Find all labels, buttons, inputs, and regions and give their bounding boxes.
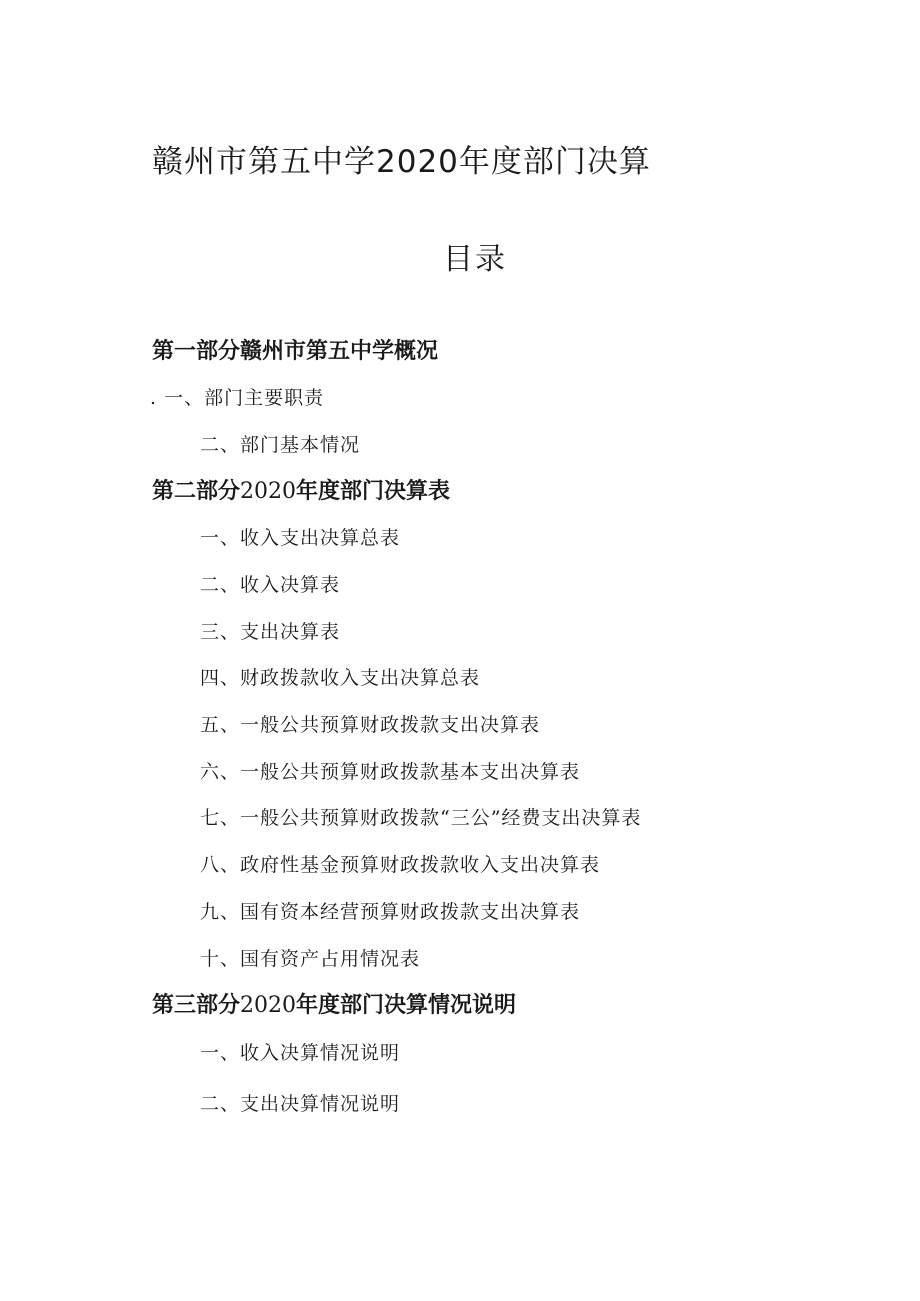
toc-item-3-2[interactable]: 二、支出决算情况说明 — [200, 1093, 401, 1115]
toc-item-1-1[interactable]: . 一、部门主要职责 — [150, 387, 325, 409]
toc-item-3-1[interactable]: 一、收入决算情况说明 — [200, 1042, 401, 1064]
toc-part-1-label: 第一部分赣州市第五中学概况 — [152, 339, 439, 364]
toc-item-2-7[interactable]: 七、一般公共预算财政拨款“三公”经费支出决算表 — [200, 807, 642, 829]
toc-part-2-year: 2020 — [240, 479, 297, 504]
toc-item-2-6[interactable]: 六、一般公共预算财政拨款基本支出决算表 — [200, 761, 581, 783]
toc-item-2-1[interactable]: 一、收入支出决算总表 — [200, 527, 401, 549]
toc-part-2-prefix: 第二部分 — [152, 479, 241, 504]
toc-part-1[interactable] — [152, 334, 438, 365]
toc-part-3-prefix: 第三部分 — [152, 993, 241, 1018]
toc-heading: 目录 — [443, 242, 507, 277]
document-title: 赣州市第五中学2020年度部门决算 — [152, 144, 651, 180]
toc-item-2-8[interactable]: 八、政府性基金预算财政拨款收入支出决算表 — [200, 854, 601, 876]
toc-item-1-2[interactable]: 二、部门基本情况 — [200, 434, 361, 456]
toc-item-2-10[interactable]: 十、国有资产占用情况表 — [200, 948, 421, 970]
toc-part-2[interactable] — [152, 474, 450, 505]
toc-part-3[interactable] — [152, 988, 516, 1019]
toc-item-2-5[interactable]: 五、一般公共预算财政拨款支出决算表 — [200, 714, 541, 736]
toc-part-3-suffix: 年度部门决算情况说明 — [296, 993, 517, 1018]
toc-part-3-year: 2020 — [240, 993, 297, 1018]
toc-item-2-4[interactable]: 四、财政拨款收入支出决算总表 — [200, 667, 481, 689]
toc-item-2-9[interactable]: 九、国有资本经营预算财政拨款支出决算表 — [200, 901, 581, 923]
toc-item-2-3[interactable]: 三、支出决算表 — [200, 621, 341, 643]
toc-item-2-2[interactable]: 二、收入决算表 — [200, 574, 341, 596]
toc-part-2-suffix: 年度部门决算表 — [296, 479, 451, 504]
